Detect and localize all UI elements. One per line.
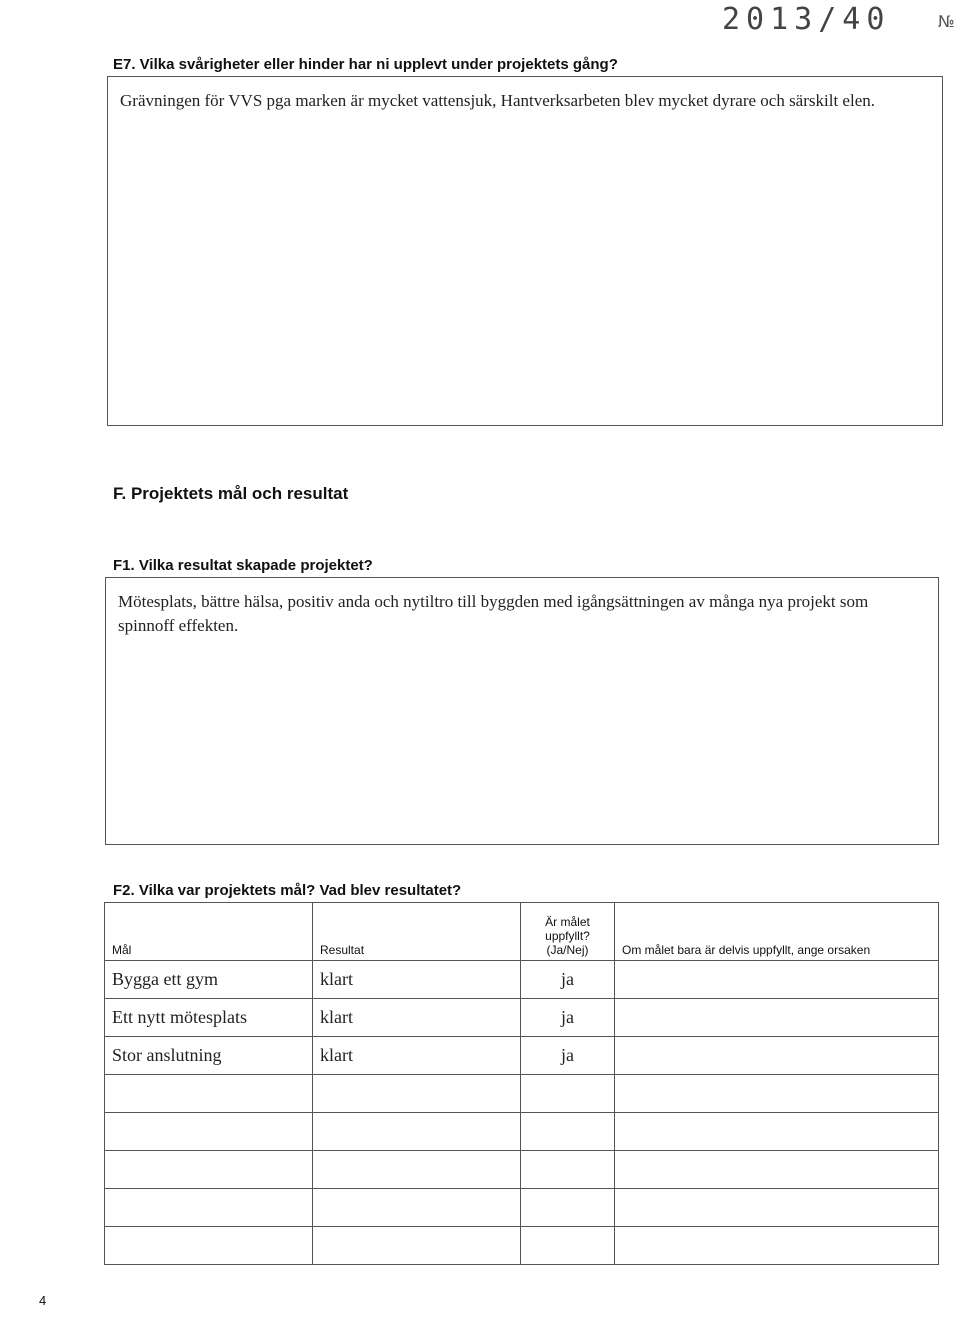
cell-goal[interactable]: Stor anslutning (105, 1037, 313, 1075)
cell-reason[interactable] (615, 1113, 939, 1151)
cell-fulfilled[interactable]: ja (521, 999, 615, 1037)
cell-result[interactable]: klart (313, 961, 521, 999)
cell-goal[interactable] (105, 1227, 313, 1265)
cell-reason[interactable] (615, 1189, 939, 1227)
header-goal: Mål (105, 903, 313, 961)
table-row (105, 1075, 939, 1113)
cell-fulfilled[interactable] (521, 1227, 615, 1265)
cell-reason[interactable] (615, 961, 939, 999)
answer-e7-text: Grävningen för VVS pga marken är mycket vattensjuk, Hantverksarbeten blev mycket dyrare och särskilt elen. (120, 91, 875, 110)
header-reason: Om målet bara är delvis uppfyllt, ange orsaken (615, 903, 939, 961)
registration-number: 2013/40 (722, 2, 891, 37)
answer-box-f1[interactable] (105, 577, 939, 845)
goals-table-header-row (105, 903, 939, 961)
table-row (105, 1151, 939, 1189)
cell-reason[interactable] (615, 999, 939, 1037)
table-row (105, 1189, 939, 1227)
cell-fulfilled[interactable] (521, 1113, 615, 1151)
cell-fulfilled[interactable]: ja (521, 1037, 615, 1075)
goals-table (104, 902, 939, 1265)
cell-goal[interactable]: Bygga ett gym (105, 961, 313, 999)
cell-reason[interactable] (615, 1227, 939, 1265)
registration-stamp (722, 2, 890, 37)
section-f-title: F. Projektets mål och resultat (113, 484, 349, 503)
stamp-mark: № (938, 12, 955, 31)
question-e7-label: E7. Vilka svårigheter eller hinder har ni upplevt under projektets gång? (113, 56, 618, 73)
table-row (105, 1113, 939, 1151)
table-row (105, 1227, 939, 1265)
answer-box-e7[interactable] (107, 76, 943, 426)
question-f2-label: F2. Vilka var projektets mål? Vad blev resultatet? (113, 882, 462, 899)
cell-goal[interactable]: Ett nytt mötesplats (105, 999, 313, 1037)
header-result: Resultat (313, 903, 521, 961)
cell-fulfilled[interactable]: ja (521, 961, 615, 999)
cell-fulfilled[interactable] (521, 1075, 615, 1113)
cell-goal[interactable] (105, 1151, 313, 1189)
header-fulfilled: Är målet uppfyllt? (Ja/Nej) (521, 903, 615, 961)
page-number: 4 (39, 1293, 47, 1308)
cell-result[interactable] (313, 1189, 521, 1227)
cell-result[interactable]: klart (313, 1037, 521, 1075)
cell-fulfilled[interactable] (521, 1189, 615, 1227)
cell-result[interactable] (313, 1151, 521, 1189)
cell-goal[interactable] (105, 1113, 313, 1151)
cell-result[interactable]: klart (313, 999, 521, 1037)
cell-result[interactable] (313, 1227, 521, 1265)
cell-goal[interactable] (105, 1075, 313, 1113)
cell-goal[interactable] (105, 1189, 313, 1227)
cell-reason[interactable] (615, 1075, 939, 1113)
table-row (105, 1037, 939, 1075)
cell-result[interactable] (313, 1075, 521, 1113)
cell-fulfilled[interactable] (521, 1151, 615, 1189)
answer-f1-text: Mötesplats, bättre hälsa, positiv anda och nytiltro till byggden med igångsättningen av många nya projekt som spinnoff effekten. (118, 592, 869, 635)
question-f1-label: F1. Vilka resultat skapade projektet? (113, 557, 373, 574)
table-row (105, 961, 939, 999)
table-row (105, 999, 939, 1037)
cell-reason[interactable] (615, 1037, 939, 1075)
cell-result[interactable] (313, 1113, 521, 1151)
cell-reason[interactable] (615, 1151, 939, 1189)
